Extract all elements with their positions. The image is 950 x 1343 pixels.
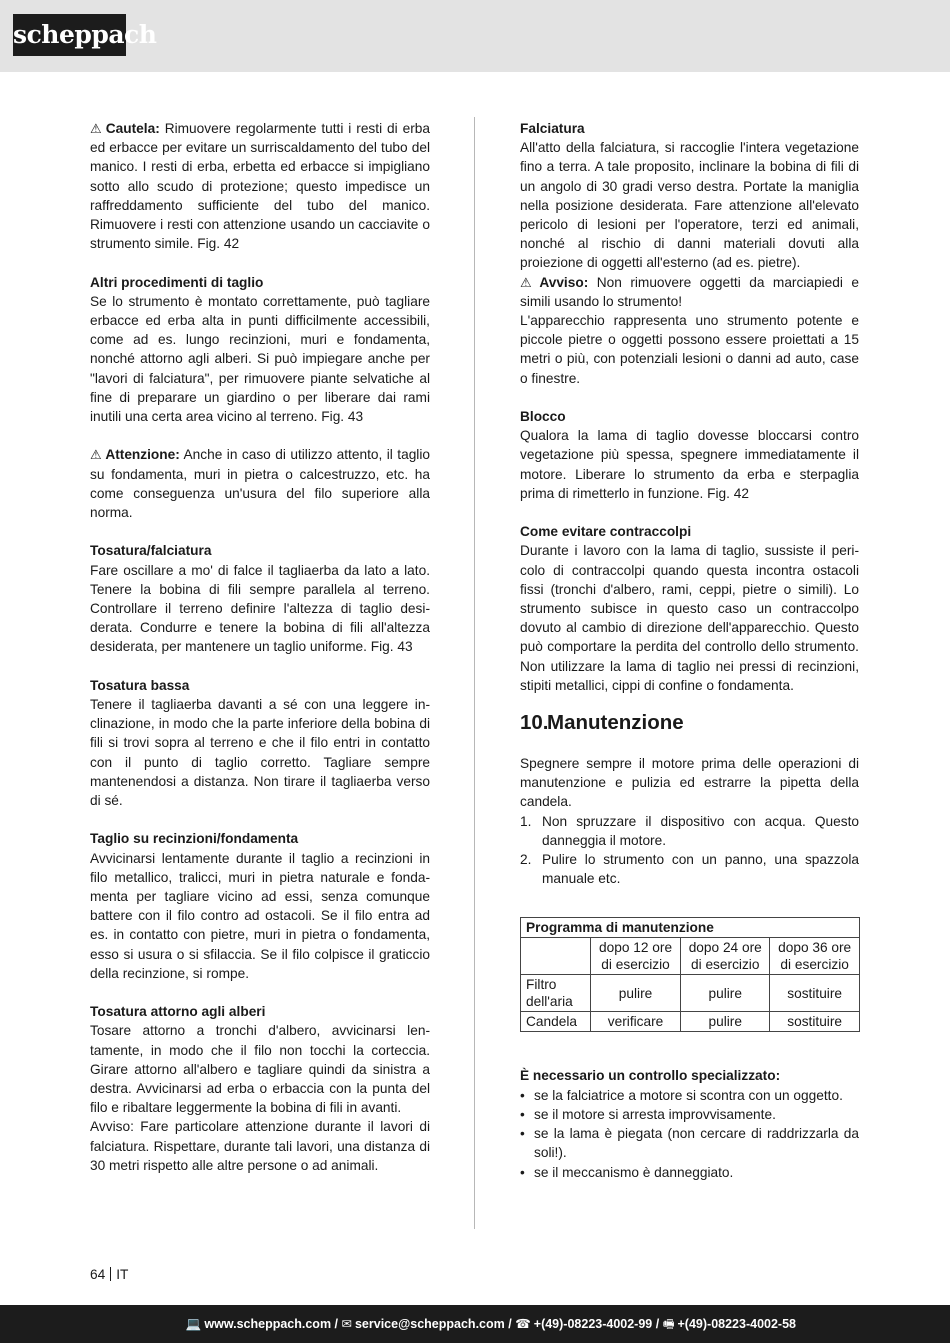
left-column [90, 119, 430, 1175]
table-cell: sostituire [770, 1012, 860, 1032]
table-header-cell [521, 938, 591, 975]
table-row [521, 975, 860, 1012]
table-cell: pulire [681, 975, 770, 1012]
caution-text: Rimuovere regolarmente tutti i resti di erba ed erbacce per evitare un surriscaldamento del tubo del manico. I resti di erba, erbetta ed erbacce si impigliano sotto allo scudo di protezione; questo impedisce un raffreddamento sufficiente del tubo del manico. Rimuovere i resti con attenzione usando un cacciavite o strumento simile. Fig. 42 [90, 121, 430, 252]
section-title [520, 710, 859, 736]
attention-text: Anche in caso di utilizzo attento, il taglio su fondamenta, muri in pietra o calcestruzzo, etc. ha come conseguenza un'usura del filo superiore alla norma. [90, 447, 431, 521]
list-item [520, 812, 859, 850]
brand-logo: scheppach [13, 14, 126, 56]
footer-bar [0, 1305, 950, 1343]
section-title-text: Manutenzione [547, 711, 684, 735]
paragraph-trees: Tosare attorno a tronchi d'albero, avvicinarsi lentamente, in modo che il filo non tocchi la corteccia. Girare attorno all'albero e tagliare quindi da sinistra a destra. Avvicinarsi ad erba o erbaccia con la punta del filo e ribaltare leggermente la bobina di fili in avanti. [90, 1023, 430, 1116]
attention-paragraph [90, 445, 430, 522]
maintenance-table [520, 917, 860, 1032]
list-item [520, 1105, 859, 1124]
table-cell: sostituire [770, 975, 860, 1012]
warning-icon: ⚠ [520, 274, 537, 290]
table-cell: pulire [590, 975, 680, 1012]
specialist-check-list [520, 1086, 859, 1182]
heading-kickback: Come evitare contraccolpi [520, 524, 692, 540]
warning-icon: ⚠ [90, 447, 103, 463]
paragraph-device-power: L'apparecchio rappresenta uno strumento potente e piccole pietre o oggetti possono essere proiettati a 15 metri o più, con potenziali lesioni o danni ad auto, case o finestre. [520, 313, 859, 386]
heading-trees: Tosatura attorno agli alberi [90, 1004, 266, 1020]
mail-icon: ✉ [341, 1317, 352, 1331]
list-item [520, 1086, 859, 1105]
section-number: 10. [520, 711, 549, 735]
column-divider [474, 117, 475, 1229]
paragraph-mowing: All'atto della falciatura, si raccoglie l'intera vegetazione fino a terra. A tale proposito, inclinare la bobina di fili di un angolo di 30 gradi verso destra. Portate la maniglia nella posizione desiderata. Fare attenzione all'elevato pericolo di lesioni per l'operatore, terzi ed animali, nonché al rischio di danni materiali dovuti alla proiezione di oggetti all'esterno (ad es. pietre). [520, 140, 859, 271]
notice-label: Avviso: [539, 274, 589, 290]
paragraph-maintenance: Spegnere sempre il motore prima delle operazioni di manutenzione e pulizia ed estrarre la pipetta della candela. [520, 756, 859, 810]
table-cell: pulire [681, 1012, 770, 1032]
footer-fax: +(49)-08223-4002-58 [677, 1317, 796, 1331]
bullet-text: se la lama è piegata (non cercare di raddrizzarla da soli!). [534, 1126, 859, 1161]
page-number-value: 64 [90, 1267, 106, 1282]
heading-other-cutting: Altri procedimenti di taglio [90, 274, 264, 290]
table-title: Programma di manutenzione [521, 918, 860, 938]
table-header-cell: dopo 36 ore di esercizio [770, 938, 860, 975]
right-column [520, 119, 859, 1182]
table-cell: verificare [590, 1012, 680, 1032]
bullet-mark: • [520, 1164, 525, 1180]
bullet-mark: • [520, 1087, 525, 1103]
page-number-separator [110, 1267, 111, 1281]
table-header-row [521, 938, 860, 975]
paragraph-notice: Avviso: Fare particolare attenzione durante il lavori di falciatura. Rispettare, durante tali lavori, una distanza di 30 metri rispetto alle altre persone o ad animali. [90, 1119, 430, 1173]
bullet-text: se il motore si arresta improvvisamente. [534, 1106, 776, 1122]
caution-label: Cautela: [105, 121, 160, 136]
table-cell: Candela [521, 1012, 591, 1032]
notice-paragraph [520, 273, 859, 311]
paragraph-kickback: Durante i lavoro con la lama di taglio, sussiste il pericolo di contraccolpi quando questa incontra ostacoli fissi (tronchi d'albero, rami, ceppi, pietre o simili). Lo strumento subisce in questo caso un contraccolpo dovuto al cambio di direzione dell'apparecchio. Questo può comportare la perdita del controllo dello strumento. Non utilizzare la lama di taglio nei pressi di recinzioni, stipiti metallici, cippi di confine o fondamenta. [520, 543, 859, 693]
footer-phone: +(49)-08223-4002-99 / [533, 1317, 660, 1331]
step-number: 1. [520, 813, 532, 829]
bullet-mark: • [520, 1106, 525, 1122]
warning-icon: ⚠ [90, 121, 103, 136]
step-number: 2. [520, 852, 532, 868]
list-item [520, 1163, 859, 1182]
heading-low-trimming: Tosatura bassa [90, 677, 190, 693]
paragraph-blocking: Qualora la lama di taglio dovesse bloccarsi contro vegetazione più spessa, spegnere immediatamente il motore. Liberare lo strumento da erba e sterpaglia prima di rimetterlo in funzione. Fig. 42 [520, 428, 859, 501]
maintenance-steps [520, 812, 859, 889]
step-text: Non spruzzare il dispositivo con acqua. Questo danneggia il motore. [542, 813, 859, 848]
paragraph-fences: Avvicinarsi lentamente durante il taglio a recinzioni in filo metallico, tralicci, muri in pietra naturale e fondamenta per tagliare vicino ad essi, senza comunque battere con il filo contro ad ostacoli. Se il filo entra ad es. in contatto con pietre, muri in pietra o fondamenta, esso si usura o si sfilaccia. Se il filo colpisce il graticcio della recinzione, si rompe. [90, 850, 430, 981]
list-item [520, 850, 859, 888]
monitor-icon: 💻 [185, 1317, 202, 1331]
heading-trimming: Tosatura/falciatura [90, 543, 212, 559]
header-band [0, 0, 950, 72]
table-cell: Filtro dell'aria [521, 975, 591, 1012]
list-item [520, 1124, 859, 1162]
table-title-row [521, 918, 860, 938]
attention-label: Attenzione: [105, 447, 180, 463]
heading-mowing: Falciatura [520, 121, 585, 136]
paragraph-other-cutting: Se lo strumento è montato correttamente, può tagliare erbacce ed erba alta in punti difficilmente accessibili, come ad es. lungo recinzioni, muri e fondamenta, nonché attorno agli alberi. Si può impiegare anche per "lavori di falciatura", per rimuovere piante selvatiche al fine di preparare un giardino o per liberare dai rami inutili una certa area vicino al terreno. Fig. 43 [90, 293, 430, 425]
fax-icon: 🖷 [662, 1317, 675, 1331]
bullet-text: se il meccanismo è danneggiato. [534, 1164, 734, 1180]
page-language: IT [116, 1267, 129, 1282]
step-text: Pulire lo strumento con un panno, una spazzola manuale etc. [542, 852, 859, 887]
heading-specialist-check: È necessario un controllo specializzato: [520, 1068, 781, 1084]
bullet-mark: • [520, 1126, 525, 1142]
table-header-cell: dopo 24 ore di esercizio [681, 938, 770, 975]
paragraph-low-trimming: Tenere il tagliaerba davanti a sé con una leggere inclinazione, in modo che la parte inferiore della bobina di fili si trovi sopra al terreno e che il filo entri in contatto con il punto di taglio corretto. Tagliare sempre mantenendosi a distanza. Non tirare il tagliaerba verso di sé. [90, 697, 430, 809]
caution-paragraph [90, 119, 430, 253]
paragraph-trimming: Fare oscillare a mo' di falce il tagliaerba da lato a lato. Tenere la bobina di fili sempre parallela al terreno. Controllare il terreno definire l'altezza di taglio desiderata. Condurre e tenere la bobina di fili all'altezza desiderata, per mantenere un taglio uniforme. Fig. 43 [90, 562, 430, 655]
table-row [521, 1012, 860, 1032]
page-number [90, 1265, 128, 1284]
footer-email[interactable]: service@scheppach.com / [354, 1317, 512, 1331]
bullet-text: se la falciatrice a motore si scontra con un oggetto. [534, 1087, 843, 1103]
heading-blocking: Blocco [520, 409, 566, 425]
phone-icon: ☎ [515, 1317, 531, 1331]
table-header-cell: dopo 12 ore di esercizio [590, 938, 680, 975]
heading-fences: Taglio su recinzioni/fondamenta [90, 831, 299, 847]
notice-text: Non rimuovere oggetti da marciapiedi e simili usando lo strumento! [520, 274, 859, 309]
footer-web[interactable]: www.scheppach.com / [204, 1317, 339, 1331]
